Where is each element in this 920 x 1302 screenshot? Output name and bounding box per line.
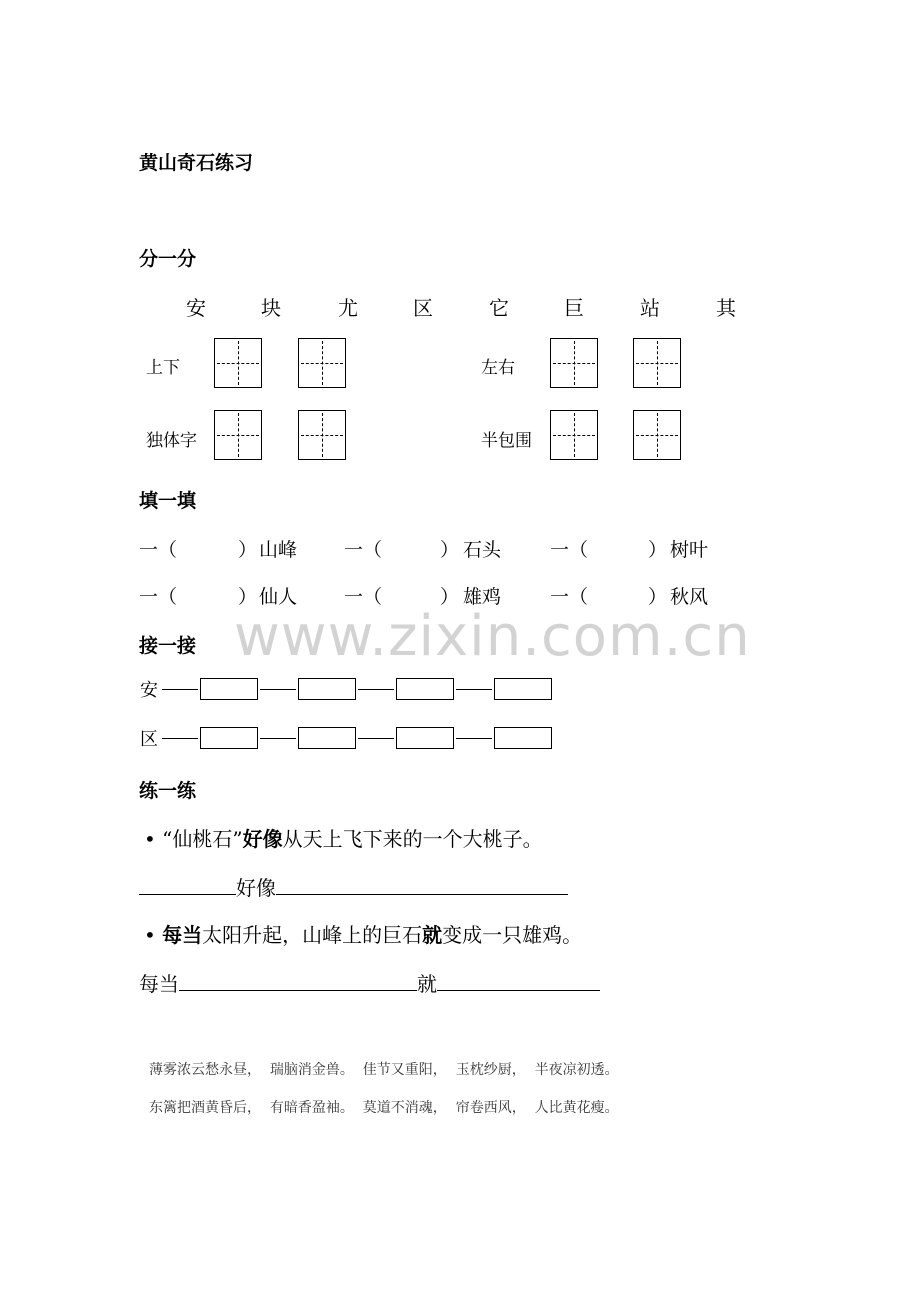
char-6: 巨 (564, 296, 584, 320)
chain-box[interactable] (298, 678, 356, 700)
char-1: 安 (186, 296, 206, 320)
chain-box[interactable] (298, 727, 356, 749)
watermark: www.zixin.com.cn (234, 604, 751, 669)
writing-grid-top-bottom-1[interactable] (214, 338, 262, 388)
fill-word-1: 山峰 (259, 539, 298, 561)
fill-close-3: ） (648, 539, 668, 561)
chain-row-1 (140, 677, 552, 701)
poem-line-1: 薄雾浓云愁永昼， 瑞脑消金兽。 佳节又重阳， 玉枕纱厨， 半夜凉初透。 (149, 1062, 619, 1078)
fill-open-5: 一（ (344, 586, 383, 608)
answer-blank[interactable] (179, 970, 417, 991)
writing-grid-half-enclosed-2[interactable] (633, 410, 681, 460)
section-heading-fill: 填一填 (139, 490, 197, 512)
char-8: 其 (716, 296, 736, 320)
fill-open-2: 一（ (344, 539, 383, 561)
label-top-bottom: 上下 (146, 358, 180, 378)
chain-box[interactable] (200, 678, 258, 700)
fill-close-2: ） (440, 539, 460, 561)
writing-grid-left-right-2[interactable] (633, 338, 681, 388)
fill-close-1: ） (238, 539, 258, 561)
section-heading-practice: 练一练 (139, 780, 197, 802)
char-5: 它 (489, 296, 509, 320)
chain-box[interactable] (494, 678, 552, 700)
practice-keyword: 好像 (236, 876, 276, 900)
fill-close-6: ） (648, 586, 668, 608)
chain-dash (162, 689, 198, 690)
writing-grid-single-2[interactable] (298, 410, 346, 460)
chain-dash (456, 689, 492, 690)
fill-word-4: 仙人 (259, 586, 298, 608)
keyword-haoxiang: 好像 (242, 827, 283, 851)
chain-box[interactable] (396, 678, 454, 700)
practice-line-1 (139, 872, 568, 901)
fill-close-5: ） (440, 586, 460, 608)
chain-dash (260, 689, 296, 690)
chain-dash (456, 738, 492, 739)
fill-open-4: 一（ (139, 586, 178, 608)
sentence-quote: “仙桃石” (162, 827, 243, 851)
chain-box[interactable] (200, 727, 258, 749)
answer-blank[interactable] (437, 970, 600, 991)
chain-dash (358, 738, 394, 739)
practice-line-2 (139, 968, 600, 997)
char-4: 区 (413, 296, 433, 320)
example-sentence-1 (144, 823, 543, 852)
chain-box[interactable] (396, 727, 454, 749)
answer-blank[interactable] (139, 874, 236, 895)
fill-word-2: 石头 (463, 539, 502, 561)
char-7: 站 (640, 296, 660, 320)
keyword-meidang: 每当 (162, 923, 203, 947)
writing-grid-half-enclosed-1[interactable] (550, 410, 598, 460)
section-heading-connect: 接一接 (139, 635, 197, 657)
practice-keyword: 就 (417, 972, 437, 996)
chain-box[interactable] (494, 727, 552, 749)
chain-dash (260, 738, 296, 739)
label-half-enclosed: 半包围 (481, 431, 532, 451)
fill-word-6: 秋风 (670, 586, 709, 608)
sentence-rest: 从天上飞下来的一个大桃子。 (282, 827, 543, 851)
section-heading-classify: 分一分 (139, 248, 197, 270)
fill-open-1: 一（ (139, 539, 178, 561)
label-left-right: 左右 (481, 358, 515, 378)
char-3: 尤 (338, 296, 358, 320)
sentence-rest: 变成一只雄鸡。 (442, 923, 583, 947)
bullet: • (144, 827, 156, 851)
writing-grid-top-bottom-2[interactable] (298, 338, 346, 388)
sentence-mid: 太阳升起，山峰上的巨石 (202, 923, 423, 947)
writing-grid-left-right-1[interactable] (550, 338, 598, 388)
example-sentence-2 (144, 919, 582, 948)
chain-start-char: 区 (140, 729, 158, 750)
bullet: • (144, 923, 156, 947)
chain-row-2 (140, 726, 552, 750)
chain-start-char: 安 (140, 680, 158, 701)
fill-close-4: ） (238, 586, 258, 608)
fill-open-6: 一（ (550, 586, 589, 608)
practice-keyword: 每当 (139, 972, 179, 996)
page-title: 黄山奇石练习 (139, 152, 254, 174)
char-2: 块 (261, 296, 281, 320)
fill-word-5: 雄鸡 (463, 586, 502, 608)
fill-word-3: 树叶 (670, 539, 709, 561)
writing-grid-single-1[interactable] (214, 410, 262, 460)
label-single: 独体字 (146, 431, 197, 451)
keyword-jiu: 就 (422, 923, 443, 947)
answer-blank[interactable] (276, 874, 568, 895)
chain-dash (358, 689, 394, 690)
fill-open-3: 一（ (550, 539, 589, 561)
poem-line-2: 东篱把酒黄昏后， 有暗香盈袖。 莫道不消魂， 帘卷西风， 人比黄花瘦。 (149, 1100, 619, 1116)
chain-dash (162, 738, 198, 739)
